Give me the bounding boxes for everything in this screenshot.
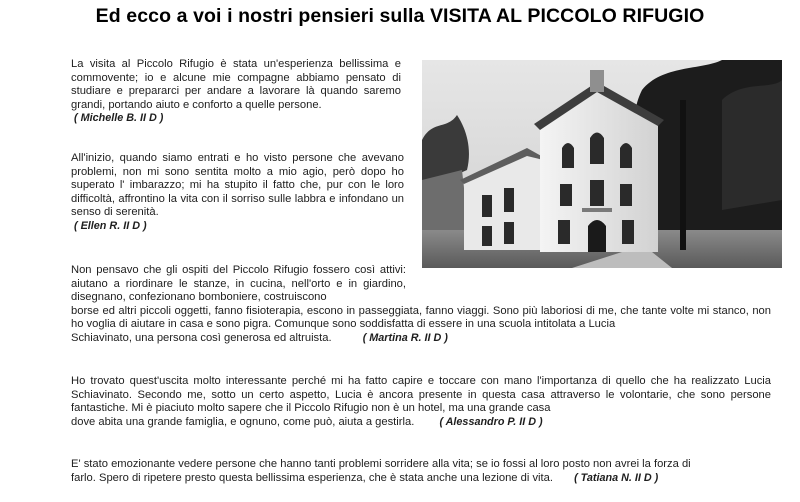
text-line: giardino, disegnano, confezionano bomboniere, costruiscono [71, 277, 406, 304]
paragraph-martina [71, 264, 771, 346]
text-line: avevano problemi, non mi sono sentita molto a mio agio, [71, 152, 404, 178]
text-line: E' stato emozionante vedere persone che hanno tanti problemi sorridere alla vita; se io fossi al loro posto non avrei la forza di [71, 458, 691, 470]
paragraph-alessandro [71, 375, 771, 429]
villa-illustration [422, 60, 782, 268]
signature-martina: ( Martina R. II D ) [362, 331, 448, 344]
text-line: saremo grandi, portando aiuto e conforto a quelle persone. [71, 85, 401, 111]
text-line: che, pur con le loro difficoltà, affrontino la vita con il sorriso [71, 179, 405, 205]
text-line: commovente; io e alcune mie compagne abbiamo pensato di [71, 71, 401, 84]
text-line: Ho trovato quest'uscita molto interessante perché mi ha fatto capire e toccare con mano l'importanza di quello che ha [71, 375, 687, 387]
paragraph-ellen [71, 152, 404, 234]
signature-tatiana: ( Tatiana N. II D ) [574, 471, 659, 484]
text-line: Schiavinato, una persona così generosa ed altruista. [71, 331, 332, 344]
text-line: attivi: aiutano a riordinare le stanze, in cucina, nell'orto e in [71, 264, 407, 290]
villa-photo [422, 60, 782, 268]
text-line: studiare e prepararci per andare a lavorare là quando [71, 85, 358, 98]
signature-alessandro: ( Alessandro P. II D ) [439, 415, 543, 428]
text-line: volontarie, che sono persone fantastiche. Mi è piaciuto molto sapere che il Piccolo Rifugio non è un hotel, ma una grande casa [71, 388, 772, 415]
text-line: farlo. Spero di ripetere presto questa bellissima esperienza, che è stata anche una lezione di vita. [71, 471, 553, 484]
page-title: Ed ecco a voi i nostri pensieri sulla VISITA AL PICCOLO RIFUGIO [95, 5, 705, 27]
text-line: sulle labbra e infondano un senso di serenità. [71, 192, 405, 219]
text-line: però dopo ho superato l' imbarazzo; mi ha stupito il fatto [71, 165, 404, 192]
text-line: realizzato Lucia Schiavinato. Secondo me, sotto un certo aspetto, Lucia è ancora presente in questa casa attraverso le [71, 375, 772, 401]
text-line: borse ed altri piccoli oggetti, fanno fisioterapia, escono in passeggiata, fanno viaggi. Sono più laboriosi di me, che tante volte [71, 304, 694, 317]
text-line: mi stanco, non ho voglia di aiutare in casa e sono pigra. Comunque sono soddisfatta di essere in una scuola intitolata a Lucia [71, 304, 771, 331]
tree-trunk [680, 100, 686, 250]
signature-ellen: ( Ellen R. II D ) [74, 219, 147, 232]
text-line: dove abita una grande famiglia, e ognuno, come può, aiuta a gestirla. [71, 415, 415, 428]
paragraph-tatiana [71, 458, 771, 485]
signature-michelle: ( Michelle B. II D ) [74, 112, 164, 125]
text-line: All'inizio, quando siamo entrati e ho visto persone che [71, 152, 357, 164]
text-line: La visita al Piccolo Rifugio è stata un'esperienza bellissima e [71, 58, 401, 70]
paragraph-michelle [71, 58, 401, 126]
text-line: Non pensavo che gli ospiti del Piccolo Rifugio fossero così [71, 264, 376, 276]
